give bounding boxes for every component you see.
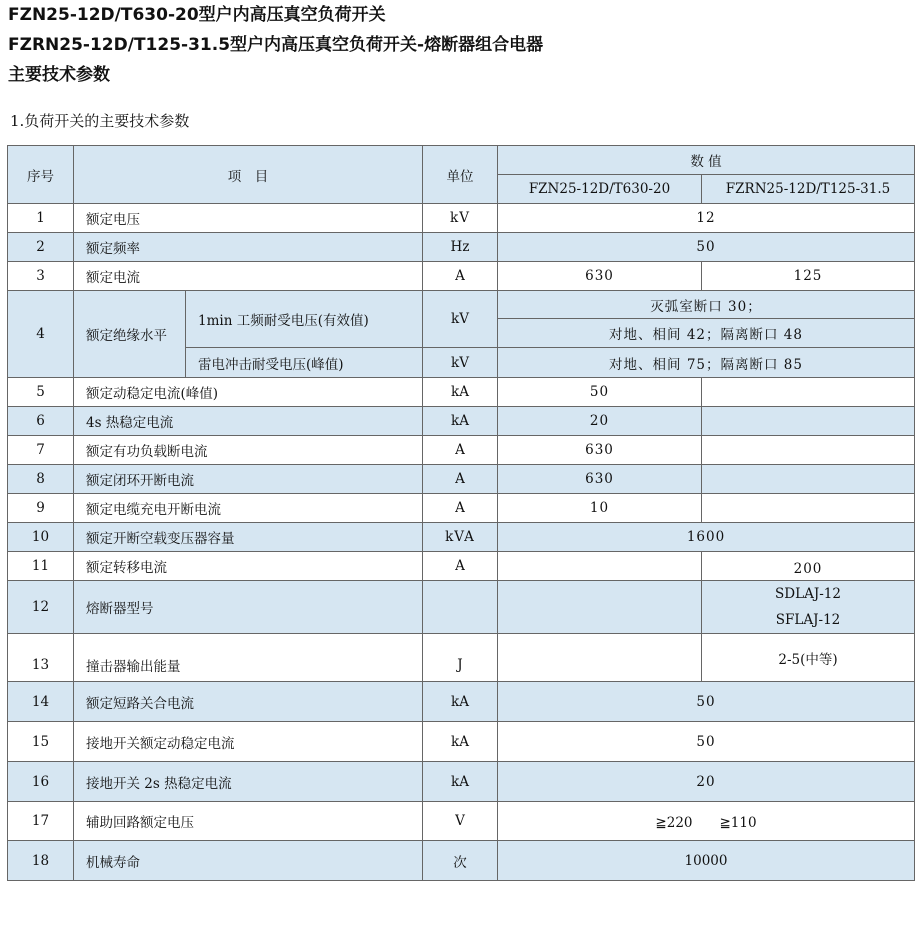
row-item: 额定有功负载断电流	[74, 436, 423, 465]
row-value: 对地、相间 42；隔离断口 48	[498, 319, 915, 348]
table-row	[8, 407, 915, 436]
title-line-1: FZN25-12D/T630-20型户内高压真空负荷开关	[8, 5, 386, 25]
row-number: 7	[8, 436, 74, 465]
table-row	[8, 262, 915, 291]
table-row	[8, 233, 915, 262]
row-item: 接地开关额定动稳定电流	[74, 722, 423, 762]
row-subitem: 1min 工频耐受电压(有效值)	[186, 291, 423, 348]
header-item: 项 目	[74, 146, 423, 204]
parameter-table	[7, 145, 915, 881]
row-unit: kV	[423, 291, 498, 348]
row-value: ≧220 ≧110	[498, 802, 915, 841]
title-line-3: 主要技术参数	[8, 65, 110, 85]
row-number: 11	[8, 552, 74, 581]
row-number: 12	[8, 581, 74, 634]
table-row	[8, 465, 915, 494]
row-number: 17	[8, 802, 74, 841]
row-item: 接地开关 2s 热稳定电流	[74, 762, 423, 802]
row-item: 额定绝缘水平	[74, 291, 186, 378]
row-value: 12	[498, 204, 915, 233]
table-row	[8, 581, 915, 634]
row-value-b: 2-5(中等)	[702, 634, 915, 682]
row-value-a	[498, 634, 702, 682]
row-value-b	[702, 465, 915, 494]
row-item: 额定闭环开断电流	[74, 465, 423, 494]
row-unit: A	[423, 262, 498, 291]
title-block	[8, 4, 543, 94]
row-value-b	[702, 436, 915, 465]
row-item: 熔断器型号	[74, 581, 423, 634]
table-row	[8, 841, 915, 881]
row-item: 辅助回路额定电压	[74, 802, 423, 841]
row-unit: 次	[423, 841, 498, 881]
row-unit: kA	[423, 378, 498, 407]
row-number: 1	[8, 204, 74, 233]
row-number: 2	[8, 233, 74, 262]
row-number: 6	[8, 407, 74, 436]
row-unit: kA	[423, 407, 498, 436]
row-value: 50	[498, 233, 915, 262]
header-unit: 单位	[423, 146, 498, 204]
row-value-a: 630	[498, 262, 702, 291]
row-value-a: 50	[498, 378, 702, 407]
header-model-a: FZN25-12D/T630-20	[498, 175, 702, 204]
fuse-model-2: SFLAJ-12	[775, 612, 841, 628]
table-row	[8, 722, 915, 762]
row-unit: kA	[423, 762, 498, 802]
row-number: 3	[8, 262, 74, 291]
row-unit: kV	[423, 204, 498, 233]
row-value-a: 10	[498, 494, 702, 523]
row-number: 14	[8, 682, 74, 722]
row-number: 8	[8, 465, 74, 494]
row-number: 16	[8, 762, 74, 802]
row-item: 额定短路关合电流	[74, 682, 423, 722]
header-seq: 序号	[8, 146, 74, 204]
row-item: 机械寿命	[74, 841, 423, 881]
row-value: 1600	[498, 523, 915, 552]
row-value: 灭弧室断口 30；	[498, 291, 915, 319]
row-item: 额定动稳定电流(峰值)	[74, 378, 423, 407]
table-row	[8, 378, 915, 407]
row-unit: kV	[423, 348, 498, 378]
row-value-a: 630	[498, 436, 702, 465]
table-row	[8, 552, 915, 581]
fuse-model-1: SDLAJ-12	[775, 586, 841, 602]
table-row	[8, 436, 915, 465]
row-item: 额定转移电流	[74, 552, 423, 581]
row-value: 10000	[498, 841, 915, 881]
row-number: 5	[8, 378, 74, 407]
row-unit	[423, 581, 498, 634]
table-row	[8, 204, 915, 233]
row-number: 10	[8, 523, 74, 552]
section-subtitle: 1.负荷开关的主要技术参数	[10, 112, 190, 130]
header-value: 数 值	[498, 146, 915, 175]
row-value-b	[702, 581, 915, 634]
row-value-b	[702, 494, 915, 523]
row-item: 撞击器输出能量	[74, 634, 423, 682]
table-row	[8, 634, 915, 682]
header-model-b: FZRN25-12D/T125-31.5	[702, 175, 915, 204]
row-unit: Hz	[423, 233, 498, 262]
row-unit: V	[423, 802, 498, 841]
row-unit: kA	[423, 722, 498, 762]
row-item: 额定电流	[74, 262, 423, 291]
table-row	[8, 762, 915, 802]
row-number: 9	[8, 494, 74, 523]
row-value-b	[702, 378, 915, 407]
table-row	[8, 494, 915, 523]
title-line-2: FZRN25-12D/T125-31.5型户内高压真空负荷开关-熔断器组合电器	[8, 35, 544, 55]
row-value: 50	[498, 682, 915, 722]
row-number: 18	[8, 841, 74, 881]
row-value-a	[498, 552, 702, 581]
table-row	[8, 682, 915, 722]
row-item: 额定频率	[74, 233, 423, 262]
row-value-a	[498, 581, 702, 634]
row-value: 50	[498, 722, 915, 762]
table-header-row	[8, 146, 915, 175]
table-row	[8, 802, 915, 841]
row-subitem: 雷电冲击耐受电压(峰值)	[186, 348, 423, 378]
row-unit: A	[423, 436, 498, 465]
row-item: 额定电缆充电开断电流	[74, 494, 423, 523]
row-number: 15	[8, 722, 74, 762]
row-value: 对地、相间 75；隔离断口 85	[498, 348, 915, 378]
row-value-b	[702, 407, 915, 436]
row-unit: A	[423, 465, 498, 494]
row-number: 4	[8, 291, 74, 378]
row-unit: A	[423, 494, 498, 523]
row-unit: kVA	[423, 523, 498, 552]
row-item: 4s 热稳定电流	[74, 407, 423, 436]
row-unit: A	[423, 552, 498, 581]
table-row	[8, 291, 915, 319]
row-unit: kA	[423, 682, 498, 722]
row-value-a: 630	[498, 465, 702, 494]
row-value-b: 200	[702, 552, 915, 581]
row-value-a: 20	[498, 407, 702, 436]
row-unit: J	[423, 634, 498, 682]
row-value-b: 125	[702, 262, 915, 291]
row-item: 额定开断空载变压器容量	[74, 523, 423, 552]
row-value: 20	[498, 762, 915, 802]
row-item: 额定电压	[74, 204, 423, 233]
table-row	[8, 523, 915, 552]
row-number: 13	[8, 634, 74, 682]
